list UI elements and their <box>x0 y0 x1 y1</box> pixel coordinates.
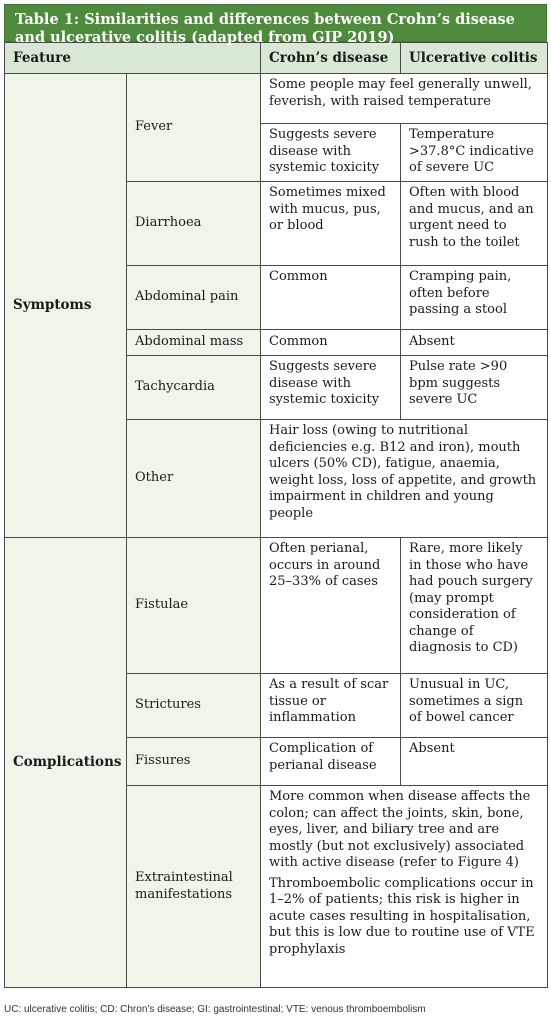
abdominal-mass-cd: Common <box>261 330 401 356</box>
extraintestinal-paragraph-1: More common when disease affects the colon; can affect the joints, skin, bone, eyes, liver, and biliary tree and are mostly (but not exclusively) associated with active disease (refer to Figure 4) <box>269 789 531 870</box>
tachycardia-uc: Pulse rate >90 bpm suggests severe UC <box>401 356 548 420</box>
extraintestinal-both <box>261 786 548 988</box>
fever-both: Some people may feel generally unwell, feverish, with raised temperature <box>261 74 548 124</box>
feature-fistulae: Fistulae <box>127 538 261 674</box>
fissures-cd: Complication of perianal disease <box>261 738 401 786</box>
feature-strictures: Strictures <box>127 674 261 738</box>
feature-fever: Fever <box>127 74 261 182</box>
feature-other: Other <box>127 420 261 538</box>
fistulae-cd: Often perianal, occurs in around 25–33% of cases <box>261 538 401 674</box>
comparison-table <box>4 42 548 988</box>
header-feature: Feature <box>5 43 261 74</box>
fever-cd: Suggests severe disease with systemic toxicity <box>261 124 401 182</box>
table-row <box>5 74 548 124</box>
abdominal-pain-uc: Cramping pain, often before passing a stool <box>401 266 548 330</box>
header-row <box>5 43 548 74</box>
table-title: Table 1: Similarities and differences between Crohn’s disease and ulcerative colitis (adapted from GIP 2019) <box>4 4 547 42</box>
fistulae-uc: Rare, more likely in those who have had pouch surgery (may prompt consideration of change of diagnosis to CD) <box>401 538 548 674</box>
feature-abdominal-pain: Abdominal pain <box>127 266 261 330</box>
fissures-uc: Absent <box>401 738 548 786</box>
diarrhoea-cd: Sometimes mixed with mucus, pus, or blood <box>261 182 401 266</box>
feature-fissures: Fissures <box>127 738 261 786</box>
feature-extraintestinal: Extraintestinal manifestations <box>127 786 261 988</box>
strictures-cd: As a result of scar tissue or inflammation <box>261 674 401 738</box>
diarrhoea-uc: Often with blood and mucus, and an urgent need to rush to the toilet <box>401 182 548 266</box>
feature-tachycardia: Tachycardia <box>127 356 261 420</box>
table-row <box>5 538 548 674</box>
extraintestinal-paragraph-2: Thromboembolic complications occur in 1–2% of patients; this risk is higher in acute cases resulting in hospitalisation, but this is low due to routine use of VTE prophylaxis <box>269 875 535 957</box>
strictures-uc: Unusual in UC, sometimes a sign of bowel cancer <box>401 674 548 738</box>
header-crohns: Crohn’s disease <box>261 43 401 74</box>
tachycardia-cd: Suggests severe disease with systemic toxicity <box>261 356 401 420</box>
section-symptoms: Symptoms <box>5 74 127 538</box>
table-container <box>4 4 547 988</box>
other-both: Hair loss (owing to nutritional deficiencies e.g. B12 and iron), mouth ulcers (50% CD), fatigue, anaemia, weight loss, loss of appetite, and growth impairment in children and young people <box>261 420 548 538</box>
header-uc: Ulcerative colitis <box>401 43 548 74</box>
feature-abdominal-mass: Abdominal mass <box>127 330 261 356</box>
feature-diarrhoea: Diarrhoea <box>127 182 261 266</box>
section-complications: Complications <box>5 538 127 988</box>
fever-uc: Temperature >37.8°C indicative of severe UC <box>401 124 548 182</box>
abdominal-mass-uc: Absent <box>401 330 548 356</box>
abdominal-pain-cd: Common <box>261 266 401 330</box>
table-footnote: UC: ulcerative colitis; CD: Chron’s disease; GI: gastrointestinal; VTE: venous thromboembolism <box>4 1004 426 1015</box>
